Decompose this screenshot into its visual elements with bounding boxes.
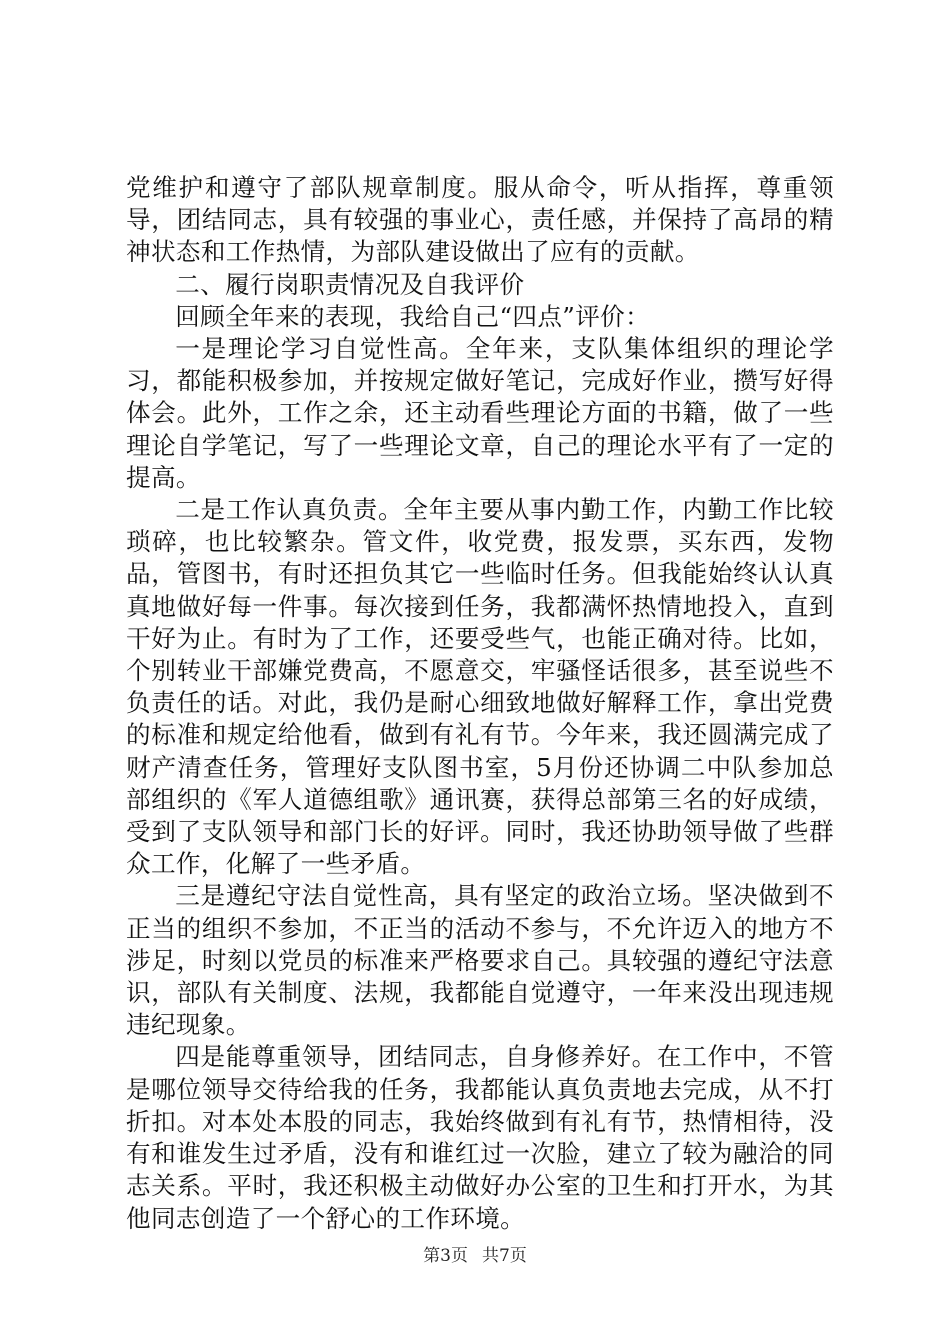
section-heading: 二、履行岗职责情况及自我评价	[175, 269, 525, 299]
paragraph-point-2: 二是工作认真负责。全年主要从事内勤工作，内勤工作比较琐碎，也比较繁杂。管文件，收党费，报发票，买东西，发物品，管图书，有时还担负其它一些临时任务。但我能始终认认真真地做好每一件事。每次接到任务，我都满怀热情地投入，直到干好为止。有时为了工作，还要受些气，也能正确对待。比如，个别转业干部嫌党费高，不愿意交，牢骚怪话很多，甚至说些不负责任的话。对此，我仍是耐心细致地做好解释工作，拿出党费的标准和规定给他看，做到有礼有节。今年来，我还圆满完成了财产清查任务，管理好支队图书室，5月份还协调二中队参加总部组织的《军人道德组歌》通讯赛，获得总部第三名的好成绩，受到了支队领导和部门长的好评。同时，我还协助领导做了些群众工作，化解了一些矛盾。	[126, 495, 834, 879]
page-number-current: 第3页	[423, 1246, 468, 1266]
page-footer	[0, 1245, 950, 1267]
paragraph-point-4: 四是能尊重领导，团结同志，自身修养好。在工作中，不管是哪位领导交待给我的任务，我都能认真负责地去完成，从不打折扣。对本处本股的同志，我始终做到有礼有节，热情相待，没有和谁发生过矛盾，没有和谁红过一次脸，建立了较为融洽的同志关系。平时，我还积极主动做好办公室的卫生和打开水，为其他同志创造了一个舒心的工作环境。	[126, 1042, 834, 1233]
document-body	[126, 172, 834, 1235]
page-number-total: 共7页	[482, 1246, 527, 1266]
paragraph-intro: 回顾全年来的表现，我给自己“四点”评价：	[175, 301, 651, 331]
paragraph-point-3: 三是遵纪守法自觉性高，具有坚定的政治立场。坚决做到不正当的组织不参加，不正当的活动不参与，不允许迈入的地方不涉足，时刻以党员的标准来严格要求自己。具较强的遵纪守法意识，部队有关制度、法规，我都能自觉遵守，一年来没出现违规违纪现象。	[126, 881, 834, 1040]
paragraph-point-1: 一是理论学习自觉性高。全年来，支队集体组织的理论学习，都能积极参加，并按规定做好笔记，完成好作业，攒写好得体会。此外，工作之余，还主动看些理论方面的书籍，做了一些理论自学笔记，写了一些理论文章，自己的理论水平有了一定的提高。	[126, 334, 834, 492]
paragraph-continuation: 党维护和遵守了部队规章制度。服从命令，听从指挥，尊重领导，团结同志，具有较强的事业心，责任感，并保持了高昂的精神状态和工作热情，为部队建设做出了应有的贡献。	[126, 173, 834, 267]
